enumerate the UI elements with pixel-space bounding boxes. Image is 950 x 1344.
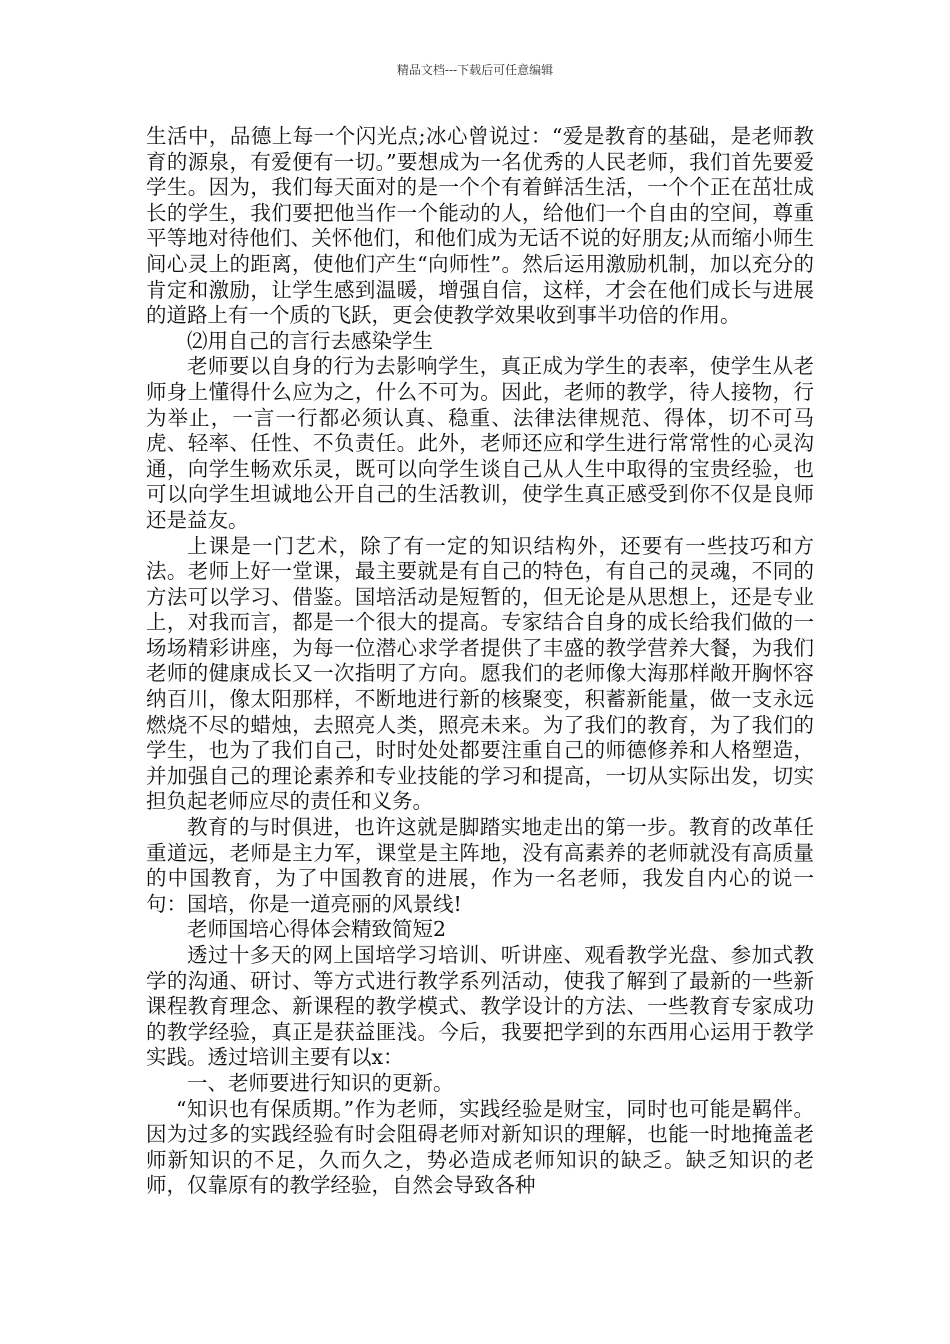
paragraph-1: 生活中，品德上每一个闪光点;冰心曾说过：“爱是教育的基础，是老师教育的源泉，有爱便有一切。”要想成为一名优秀的人民老师，我们首先要爱学生。因为，我们每天面对的是一个个有着鲜活生活，一个个正在茁壮成长的学生，我们要把他当作一个能动的人，给他们一个自由的空间，尊重平等地对待他们、关怀他们，和他们成为无话不说的好朋友;从而缩小师生间心灵上的距离，使他们产生“向师性”。然后运用激励机制，加以充分的肯定和激励，让学生感到温暖，增强自信，这样，才会在他们成长与进展的道路上有一个质的飞跃，更会使教学效果收到事半功倍的作用。: [146, 124, 814, 328]
paragraph-5: 教育的与时俱进，也许这就是脚踏实地走出的第一步。教育的改革任重道远，老师是主力军，课堂是主阵地，没有高素养的老师就没有高质量的中国教育，为了中国教育的进展，作为一名老师，我发自内心的说一句：国培，你是一道亮丽的风景线!: [146, 815, 814, 916]
paragraph-9: “知识也有保质期。”作为老师，实践经验是财宝，同时也可能是羁伴。因为过多的实践经验有时会阻碍老师对新知识的理解，也能一时地掩盖老师新知识的不足，久而久之，势必造成老师知识的缺乏。缺乏知识的老师，仅靠原有的教学经验，自然会导致各种: [146, 1096, 814, 1198]
paragraph-4: 上课是一门艺术，除了有一定的知识结构外，还要有一些技巧和方法。老师上好一堂课，最主要就是有自己的特色，有自己的灵魂，不同的方法可以学习、借鉴。国培活动是短暂的，但无论是从思想上，还是专业上，对我而言，都是一个很大的提高。专家结合自身的成长给我们做的一场场精彩讲座，为每一位潜心求学者提供了丰盛的教学营养大餐，为我们老师的健康成长又一次指明了方向。愿我们的老师像大海那样敞开胸怀容纳百川，像太阳那样，不断地进行新的核聚变，积蓄新能量，做一支永远燃烧不尽的蜡烛，去照亮人类，照亮未来。为了我们的教育，为了我们的学生，也为了我们自己，时时处处都要注重自己的师德修养和人格塑造，并加强自己的理论素养和专业技能的学习和提高，一切从实际出发，切实担负起老师应尽的责任和义务。: [146, 533, 814, 814]
document-body: [146, 124, 814, 1199]
paragraph-7: 透过十多天的网上国培学习培训、听讲座、观看教学光盘、参加式教学的沟通、研讨、等方式进行教学系列活动，使我了解到了最新的一些新课程教育理念、新课程的教学模式、教学设计的方法、一些教育专家成功的教学经验，真正是获益匪浅。今后，我要把学到的东西用心运用于教学实践。透过培训主要有以x：: [146, 943, 814, 1070]
subheading-2: ⑵用自己的言行去感染学生: [187, 328, 433, 353]
section-title: 老师国培心得体会精致简短2: [187, 917, 447, 942]
paragraph-3: 老师要以自身的行为去影响学生，真正成为学生的表率，使学生从老师身上懂得什么应为之，什么不可为。因此，老师的教学，待人接物，行为举止，一言一行都必须认真、稳重、法律法律规范、得体，切不可马虎、轻率、任性、不负责任。此外，老师还应和学生进行常常性的心灵沟通，向学生畅欢乐灵，既可以向学生谈自己从人生中取得的宝贵经验，也可以向学生坦诚地公开自己的生活教训，使学生真正感受到你不仅是良师还是益友。: [146, 354, 814, 532]
page-header: 精品文档---下载后可任意编辑: [396, 63, 554, 77]
subheading-8: 一、老师要进行知识的更新。: [187, 1070, 454, 1095]
